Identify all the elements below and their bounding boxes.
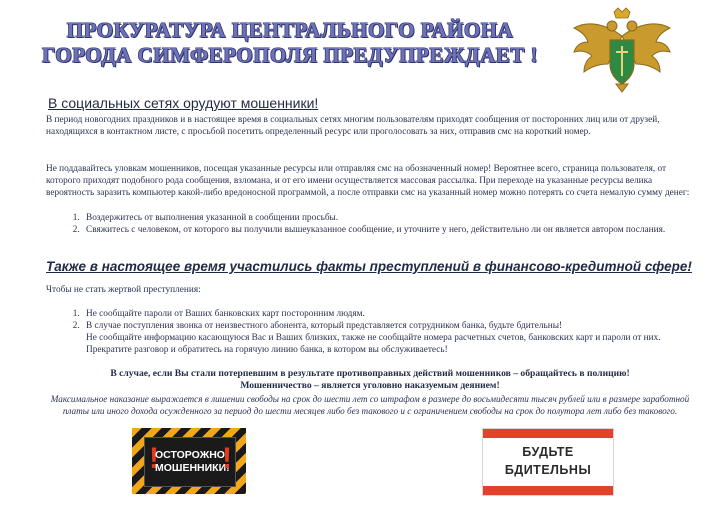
section1-paragraph-1: В период новогодних праздников и в настоящее время в социальных сетях многим пользователям приходят сообщения от посторонних лиц или от друзей, находящихся в контактном листе, с просьбой посетить определенный ресурс или проголосовать за них, отправив смс на короткий номер. — [46, 115, 660, 137]
sign-stripe — [483, 486, 613, 495]
section2-advice-list — [64, 308, 702, 356]
section2-heading: Также в настоящее время участились факты преступлений в финансово-кредитной сфере! — [46, 259, 692, 274]
list-item-line: Не сообщайте информацию касающуюся Вас и Ваших близких, также не сообщайте номера расчетных счетов, банковских карт и пароли от них. Прекратите разговор и обратитесь на горячую линию банка, в котором вы обслуживаетесь! — [86, 333, 661, 355]
exclamation-icon: ! — [149, 442, 159, 475]
list-item: 2. Свяжитесь с человеком, от которого вы получили вышеуказанное сообщение, и уточните у него, действительно ли он является автором послания. — [82, 224, 702, 236]
police-warning-line-2: Мошенничество – является уголовно наказуемым деянием! — [240, 380, 500, 391]
sign-text-line: БДИТЕЛЬНЫ — [504, 463, 592, 477]
sign-text — [483, 443, 613, 479]
list-item-line: В случае поступления звонка от неизвестного абонента, который представляется сотрудником банка, будьте бдительны! — [86, 321, 563, 331]
prosecutor-emblem-icon — [566, 6, 678, 94]
sign-panel — [144, 437, 236, 487]
sign-text-line: ОСТОРОЖНО! — [155, 449, 229, 461]
sign-stripe — [483, 429, 613, 438]
list-item: 1. Воздержитесь от выполнения указанной в сообщении просьбы. — [82, 212, 702, 224]
sign-text-line: МОШЕННИКИ! — [155, 462, 230, 474]
title-line-2: ГОРОДА СИМФЕРОПОЛЯ ПРЕДУПРЕЖДАЕТ ! — [42, 43, 538, 67]
section1-paragraph-2: Не поддавайтесь уловкам мошенников, посещая указанные ресурсы или отправляя смс на обозначенный номер! Вероятнее всего, страница пользователя, от которого приходят подобного рода сообщения, взломана, и от его имени осуществляется массовая рассылка. При переходе на указанные ресурсы велика вероятность заразить компьютер какой-либо вредоносной программой, а после отправки смс на указанный номер можно потерять со счета немалую сумму денег: — [46, 164, 690, 198]
section1-advice-list — [64, 212, 702, 236]
police-warning-line-1: В случае, если Вы стали потерпевшим в результате противоправных действий мошенников – обращайтесь в полицию! — [110, 368, 630, 379]
police-warning — [60, 368, 680, 392]
list-item — [82, 320, 702, 356]
section1-heading: В социальных сетях орудуют мошенники! — [48, 95, 319, 111]
section2-intro: Чтобы не стать жертвой преступления: — [46, 285, 201, 295]
exclamation-icon: ! — [222, 442, 232, 475]
caution-fraudsters-sign — [132, 428, 246, 494]
page-title — [30, 18, 550, 68]
list-item: 1. Не сообщайте пароли от Ваших банковских карт посторонним людям. — [82, 308, 702, 320]
sign-text-line: БУДЬТЕ — [522, 445, 574, 459]
penalty-note: Максимальное наказание выражается в лишении свободы на срок до шести лет со штрафом в размере до восьмидесяти тысяч рублей или в размере заработной платы или иного дохода осужденного за период до шести месяцев либо без такового и с ограничением свободы на срок до полутора лет либо без такового. — [50, 394, 690, 416]
be-vigilant-sign — [482, 428, 614, 496]
sign-text — [155, 449, 230, 475]
title-line-1: ПРОКУРАТУРА ЦЕНТРАЛЬНОГО РАЙОНА — [66, 18, 514, 42]
